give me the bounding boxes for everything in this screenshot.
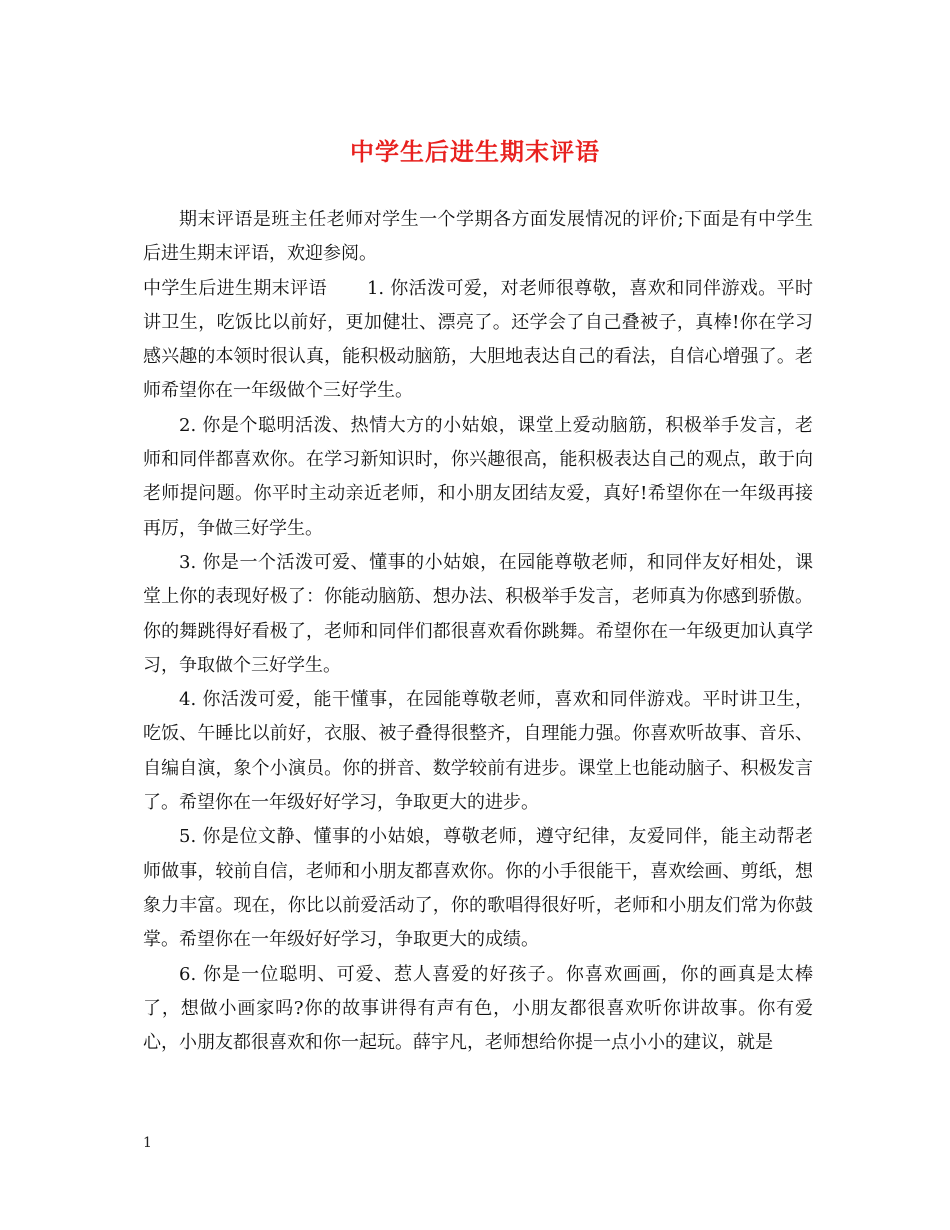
comment-paragraph-6: 6. 你是一位聪明、可爱、惹人喜爱的好孩子。你喜欢画画，你的画真是太棒了，想做小画家吗?你的故事讲得有声有色，小朋友都很喜欢听你讲故事。你有爱心，小朋友都很喜欢和你一起玩。薛宇凡，老师想给你提一点小小的建议，就是 xyxy=(143,963,813,1054)
document-title: 中学生后进生期末评语 xyxy=(350,137,600,166)
comment-paragraph-3: 3. 你是一个活泼可爱、懂事的小姑娘，在园能尊敬老师，和同伴友好相处，课堂上你的表现好极了：你能动脑筋、想办法、积极举手发言，老师真为你感到骄傲。你的舞跳得好看极了，老师和同伴们都很喜欢看你跳舞。希望你在一年级更加认真学习，争取做个三好学生。 xyxy=(143,551,813,676)
document-body xyxy=(143,203,813,1060)
page-number: 1 xyxy=(143,1135,152,1151)
comment-text-1: 1. 你活泼可爱，对老师很尊敬，喜欢和同伴游戏。平时讲卫生，吃饭比以前好，更加健壮、漂亮了。还学会了自己叠被子，真棒!你在学习感兴趣的本领时很认真，能积极动脑筋，大胆地表达自己的看法，自信心增强了。老师希望你在一年级做个三好学生。 xyxy=(143,277,813,402)
comment-paragraph-4: 4. 你活泼可爱，能干懂事，在园能尊敬老师，喜欢和同伴游戏。平时讲卫生，吃饭、午睡比以前好，衣服、被子叠得很整齐，自理能力强。你喜欢听故事、音乐、自编自演，象个小演员。你的拼音、数学较前有进步。课堂上也能动脑子、积极发言了。希望你在一年级好好学习，争取更大的进步。 xyxy=(143,689,813,814)
intro-paragraph: 期末评语是班主任老师对学生一个学期各方面发展情况的评价;下面是有中学生后进生期末评语，欢迎参阅。 xyxy=(143,209,813,265)
comment-paragraph-2: 2. 你是个聪明活泼、热情大方的小姑娘，课堂上爱动脑筋，积极举手发言，老师和同伴都喜欢你。在学习新知识时，你兴趣很高，能积极表达自己的观点，敢于向老师提问题。你平时主动亲近老师，和小朋友团结友爱，真好!希望你在一年级再接再厉，争做三好学生。 xyxy=(143,414,813,539)
section-label: 中学生后进生期末评语 xyxy=(143,277,327,299)
comment-paragraph-1 xyxy=(143,272,813,409)
comment-paragraph-5: 5. 你是位文静、懂事的小姑娘，尊敬老师，遵守纪律，友爱同伴，能主动帮老师做事，较前自信，老师和小朋友都喜欢你。你的小手很能干，喜欢绘画、剪纸，想象力丰富。现在，你比以前爱活动了，你的歌唱得很好听，老师和小朋友们常为你鼓掌。希望你在一年级好好学习，争取更大的成绩。 xyxy=(143,826,813,951)
